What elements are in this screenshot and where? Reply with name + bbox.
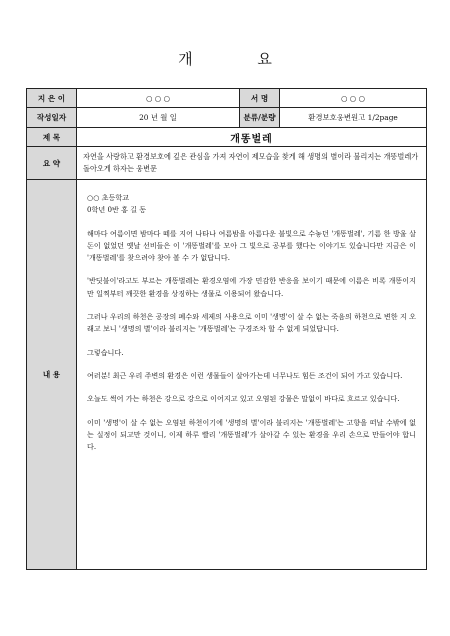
summary-value: 자연을 사랑하고 환경보호에 깊은 관심을 가져 자연이 제모습을 찾게 해 생명의 별이라 불리지는 개똥벌레가 돌아오게 하자는 웅변문 xyxy=(77,147,427,180)
date-value: 20 년 월 일 xyxy=(77,108,240,128)
row-content xyxy=(27,180,427,570)
row-subject xyxy=(27,128,427,147)
paragraph-1: 해마다 여름이면 밤마다 떼를 지어 나타나 여름밤을 아름다운 불빛으로 수놓던 '개똥벌레', 기름 한 방울 살 돈이 없었던 옛날 선비들은 이 '개똥벌레'를 모아 그 빛으로 공부를 했다는 이야기도 있습니다만 지금은 이 '개똥벌레'를 찾으려야 찾아 볼 수 가 없답니다. xyxy=(87,228,417,263)
paragraph-6: 오늘도 썩어 가는 하천은 강으로 강으로 이어지고 있고 오염된 강물은 말없이 바다로 흐르고 있습니다. xyxy=(87,394,400,404)
paragraph-2: '반딧불이'라고도 부르는 개똥벌레는 환경오염에 가장 민감한 반응을 보이기 때문에 이름은 비록 개똥이지만 일찍부터 깨끗한 환경을 상징하는 생물로 이용되어 왔습니다. xyxy=(87,276,417,298)
summary-label: 요 약 xyxy=(27,147,77,180)
summary-form-table xyxy=(26,88,427,570)
row-date xyxy=(27,108,427,128)
paragraph-5: 여러분! 최근 우리 주변의 환경은 이런 생물들이 살아가는데 너무나도 힘든 조건이 되어 가고 있습니다. xyxy=(87,370,403,380)
row-author xyxy=(27,89,427,108)
category-label: 분류/분량 xyxy=(240,108,280,128)
subject-label: 제 목 xyxy=(27,128,77,147)
content-body xyxy=(77,180,427,570)
subject-value: 개똥벌레 xyxy=(77,128,427,147)
paragraph-3: 그러나 우리의 하천은 공장의 폐수와 세제의 사용으로 이미 '생명'이 살 수 없는 죽음의 하천으로 변한 지 오래고 보니 '생명의 별'이라 불리지는 '개똥벌레'는 구경조차 할 수 없게 되었답니다. xyxy=(87,312,417,334)
page-title: 개 요 xyxy=(178,50,302,68)
school-name: ○○ 초등학교 xyxy=(87,193,130,202)
content-label: 내 용 xyxy=(27,180,77,570)
date-label: 작성일자 xyxy=(27,108,77,128)
category-value: 환경보호웅변원고 1/2page xyxy=(280,108,427,128)
paragraph-7: 이미 '생명'이 살 수 없는 오염된 하천이기에 '생명의 별'이라 불리지는 '개똥벌레'는 고향을 떠날 수밖에 없는 실정이 되고만 것이니, 이제 하루 빨리 '개똥벌레'가 살아갈 수 있는 환경을 우리 손으로 만들어야 합니다. xyxy=(87,417,417,452)
signature-value: ○ ○ ○ xyxy=(280,89,427,108)
author-label: 지 은 이 xyxy=(27,89,77,108)
student-name: 0학년 0반 홍 길 동 xyxy=(87,205,147,215)
paragraph-4: 그렇습니다. xyxy=(87,347,124,357)
author-value: ○ ○ ○ xyxy=(77,89,240,108)
row-summary xyxy=(27,147,427,180)
signature-label: 서 명 xyxy=(240,89,280,108)
